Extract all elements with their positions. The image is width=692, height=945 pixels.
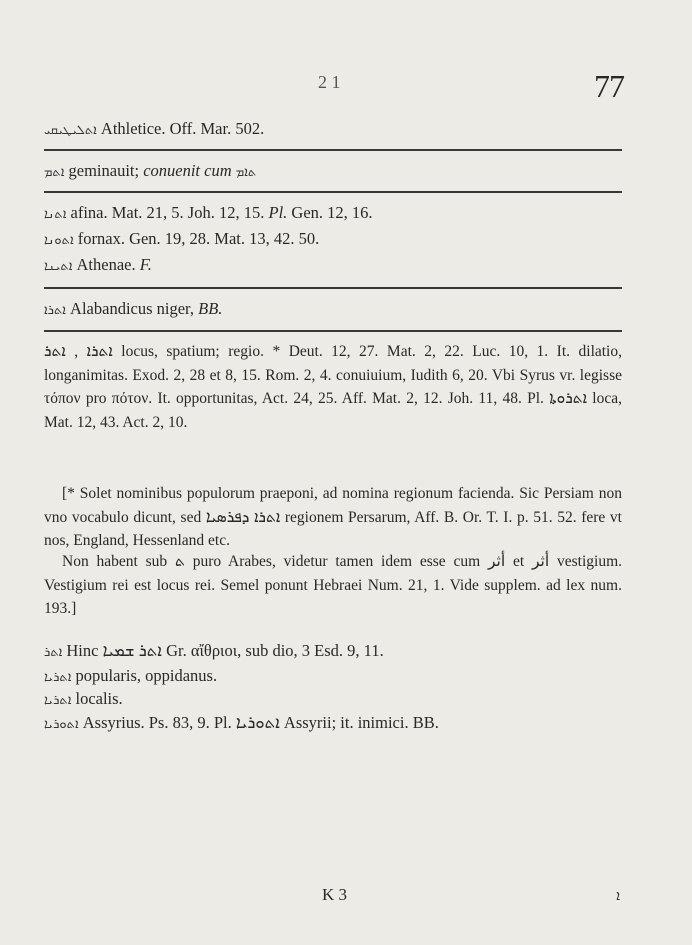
syriac-headword: ܐܬܪ: [44, 645, 63, 660]
entry-italic: Pl.: [268, 203, 288, 222]
entry-athletice: [44, 118, 622, 142]
note-paragraph: [* Solet nominibus populorum praeponi, ad nomina regionum facienda. Sic Persiam non vno vocabulo dicunt, sed ܐܬܪܐ ܕܦܪܣܝܐ regionem Persarum, Aff. B. Or. T. I. p. 51. 52. fere vt nos, England, Hessenland etc.: [44, 485, 622, 550]
entry-assyrius: [44, 712, 622, 736]
syriac-headword: ܐܬܢܐ: [44, 207, 67, 222]
entry-tail: Gen. 12, 16.: [291, 203, 373, 222]
divider: [44, 287, 622, 289]
entry-text: geminauit;: [68, 161, 140, 180]
entry-italic: F.: [139, 255, 152, 274]
entry-italic: BB.: [198, 299, 223, 318]
syriac-headword: ܐܬܪܝܐ: [44, 693, 72, 708]
entry-text: fornax. Gen. 19, 28. Mat. 13, 42. 50.: [77, 229, 320, 248]
divider: [44, 149, 622, 151]
entry-text: Hinc ܐܬܪ ܫܡܝܐ Gr. αἴθριοι, sub dio, 3 Esd. 9, 11.: [66, 641, 384, 660]
divider: [44, 330, 622, 332]
syriac-headword: ܐܬܘܪܝܐ: [44, 717, 79, 732]
syriac-headword: ܐܬܘܢܐ: [44, 233, 74, 248]
page-number: 77: [594, 68, 624, 104]
entry-athenae: [44, 254, 622, 278]
entry-text: localis.: [75, 689, 123, 708]
divider: [44, 191, 622, 193]
syriac-headword: ܐܬܝܢܐ: [44, 259, 73, 274]
entry-localis: [44, 688, 622, 712]
syriac-headword: ܐܬܡ: [44, 165, 65, 180]
entry-asina: [44, 202, 622, 226]
entry-geminauit: [44, 160, 622, 184]
syriac-headword: ܐܬܪܝܐ: [44, 670, 72, 685]
entry-alabandicus: [44, 298, 622, 322]
folio-mark: 2 1: [318, 72, 341, 92]
entry-italic: conuenit cum: [143, 161, 232, 180]
entry-locus-paragraph: ܐܬܪܐ , ܐܬܪ locus, spatium; regio. * Deut. 12, 27. Mat. 2, 22. Luc. 10, 1. It. dilatio, longanimitas. Exod. 2, 28 et 8, 15. Rom. 2, 4. conuiuium, Iudith 6, 20. Vbi Syrus vr. legisse τόπον pro πότον. It. opportunitas, Act. 24, 25. Aff. Mat. 2, 12. Joh. 11, 48. Pl. ܐܬܪܘܬܐ loca, Mat. 12, 43. Act. 2, 10.: [44, 343, 622, 431]
entry-text: afina. Mat. 21, 5. Joh. 12, 15.: [70, 203, 265, 222]
syriac-headword: ܐܬܪܐ: [44, 303, 66, 318]
syriac-word: ܬܐܡ: [235, 165, 257, 180]
entry-text: Alabandicus niger,: [70, 299, 195, 318]
entry-popularis: [44, 665, 622, 689]
note-paragraph-arabic: Non habent sub ܬ puro Arabes, videtur tamen idem esse cum أثر et أثر vestigium. Vestigium rei est locus rei. Semel ponunt Hebraei Num. 21, 1. Vide supplem. ad lex num. 193.]: [44, 553, 622, 618]
entry-text: Assyrius. Ps. 83, 9. Pl. ܐܬܘܪܝܐ Assyrii; it. inimici. BB.: [82, 713, 439, 732]
entry-text: Athletice. Off. Mar. 502.: [100, 119, 265, 138]
entry-text: popularis, oppidanus.: [75, 666, 218, 685]
syriac-headword: ܐܬܠܝܛܝܩܝ: [44, 123, 97, 138]
catchword: ܐ: [616, 888, 620, 904]
entry-text: Athenae.: [76, 255, 136, 274]
signature-mark: K 3: [322, 885, 348, 904]
entry-fornax: [44, 228, 622, 252]
entry-hinc: [44, 640, 622, 664]
